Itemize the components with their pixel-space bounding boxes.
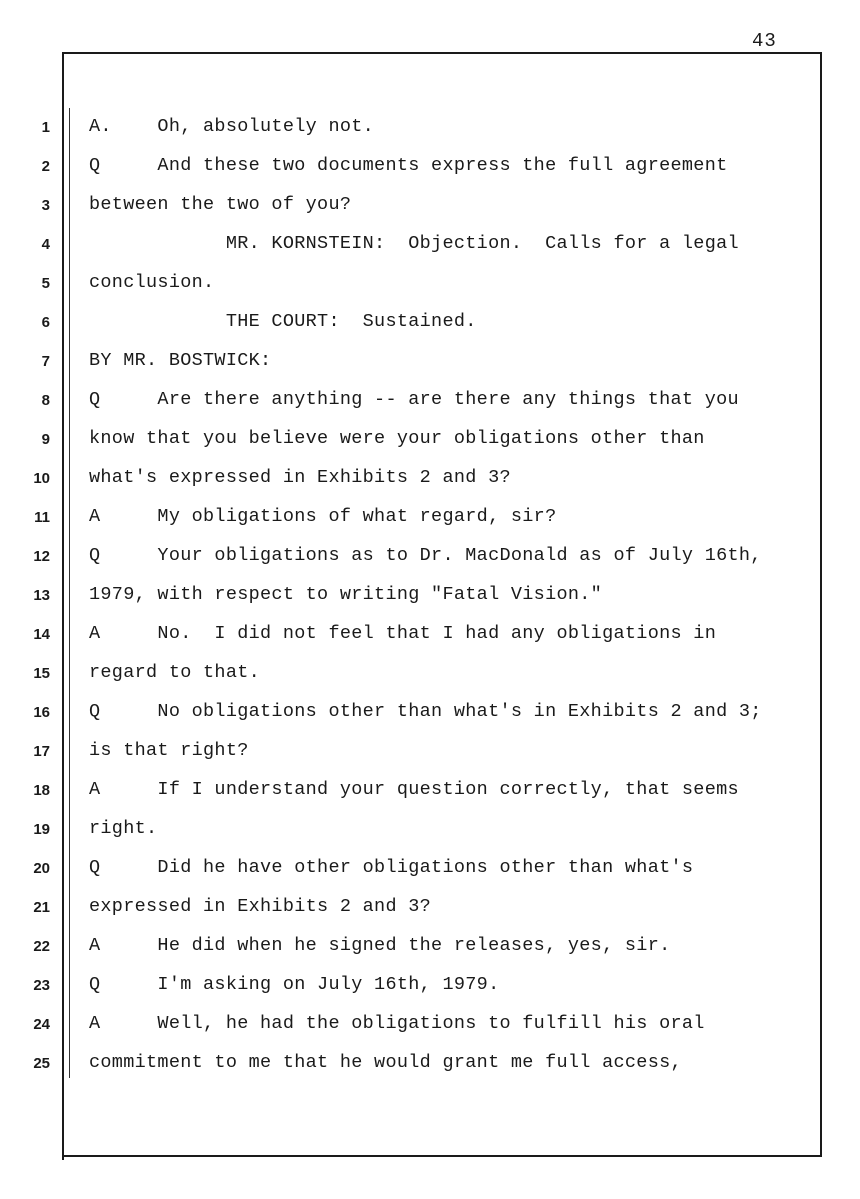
line-number: 2 xyxy=(41,158,50,175)
transcript-line xyxy=(0,1013,860,1051)
line-number: 16 xyxy=(33,704,50,721)
line-number: 20 xyxy=(33,860,50,877)
line-text: MR. KORNSTEIN: Objection. Calls for a legal xyxy=(89,233,739,254)
line-text: Q And these two documents express the full agreement xyxy=(89,155,728,176)
line-number: 6 xyxy=(41,314,50,331)
line-text: A He did when he signed the releases, yes, sir. xyxy=(89,935,671,956)
transcript-line xyxy=(0,701,860,739)
transcript-line xyxy=(0,272,860,310)
line-text: expressed in Exhibits 2 and 3? xyxy=(89,896,432,917)
line-text: conclusion. xyxy=(89,272,215,293)
line-text: right. xyxy=(89,818,158,839)
line-text: A If I understand your question correctly, that seems xyxy=(89,779,739,800)
transcript-line xyxy=(0,116,860,154)
line-text: 1979, with respect to writing "Fatal Vision." xyxy=(89,584,603,605)
transcript-line xyxy=(0,506,860,544)
line-text: Q Your obligations as to Dr. MacDonald as of July 16th, xyxy=(89,545,762,566)
line-number: 24 xyxy=(33,1016,50,1033)
line-number: 15 xyxy=(33,665,50,682)
line-text: Q I'm asking on July 16th, 1979. xyxy=(89,974,500,995)
transcript-line xyxy=(0,311,860,349)
transcript-line xyxy=(0,545,860,583)
transcript-line xyxy=(0,584,860,622)
transcript-line xyxy=(0,974,860,1012)
line-text: commitment to me that he would grant me full access, xyxy=(89,1052,682,1073)
line-number: 4 xyxy=(41,236,50,253)
line-text: THE COURT: Sustained. xyxy=(89,311,477,332)
line-number: 8 xyxy=(41,392,50,409)
line-number: 21 xyxy=(33,899,50,916)
transcript-line xyxy=(0,233,860,271)
page-number: 43 xyxy=(752,30,777,52)
line-text: Q Did he have other obligations other than what's xyxy=(89,857,694,878)
transcript-line xyxy=(0,818,860,856)
line-text: is that right? xyxy=(89,740,249,761)
transcript-line xyxy=(0,467,860,505)
line-text: Q Are there anything -- are there any things that you xyxy=(89,389,739,410)
line-number: 3 xyxy=(41,197,50,214)
transcript-line xyxy=(0,194,860,232)
line-text: A Well, he had the obligations to fulfill his oral xyxy=(89,1013,705,1034)
line-text: A My obligations of what regard, sir? xyxy=(89,506,557,527)
transcript-line xyxy=(0,623,860,661)
line-number: 14 xyxy=(33,626,50,643)
line-number: 7 xyxy=(41,353,50,370)
transcript-line xyxy=(0,350,860,388)
line-text: A. Oh, absolutely not. xyxy=(89,116,375,137)
line-number: 1 xyxy=(41,119,50,136)
line-number: 25 xyxy=(33,1055,50,1072)
transcript-line xyxy=(0,896,860,934)
line-number: 22 xyxy=(33,938,50,955)
line-number: 10 xyxy=(33,470,50,487)
line-number: 12 xyxy=(33,548,50,565)
page-border-top xyxy=(62,52,822,54)
line-number: 19 xyxy=(33,821,50,838)
transcript-line xyxy=(0,428,860,466)
line-number: 11 xyxy=(34,509,50,526)
line-number: 5 xyxy=(41,275,50,292)
line-text: between the two of you? xyxy=(89,194,352,215)
line-text: BY MR. BOSTWICK: xyxy=(89,350,272,371)
line-text: what's expressed in Exhibits 2 and 3? xyxy=(89,467,511,488)
line-number: 13 xyxy=(33,587,50,604)
page-border-bottom xyxy=(62,1155,822,1157)
transcript-line xyxy=(0,389,860,427)
line-text: regard to that. xyxy=(89,662,261,683)
line-text: Q No obligations other than what's in Exhibits 2 and 3; xyxy=(89,701,762,722)
transcript-line xyxy=(0,935,860,973)
transcript-line xyxy=(0,155,860,193)
line-number: 23 xyxy=(33,977,50,994)
transcript-line xyxy=(0,740,860,778)
line-number: 9 xyxy=(41,431,50,448)
transcript-line xyxy=(0,857,860,895)
line-number: 17 xyxy=(33,743,50,760)
transcript-line xyxy=(0,662,860,700)
line-text: know that you believe were your obligations other than xyxy=(89,428,705,449)
line-number: 18 xyxy=(33,782,50,799)
transcript-line xyxy=(0,779,860,817)
line-text: A No. I did not feel that I had any obligations in xyxy=(89,623,717,644)
transcript-line xyxy=(0,1052,860,1090)
